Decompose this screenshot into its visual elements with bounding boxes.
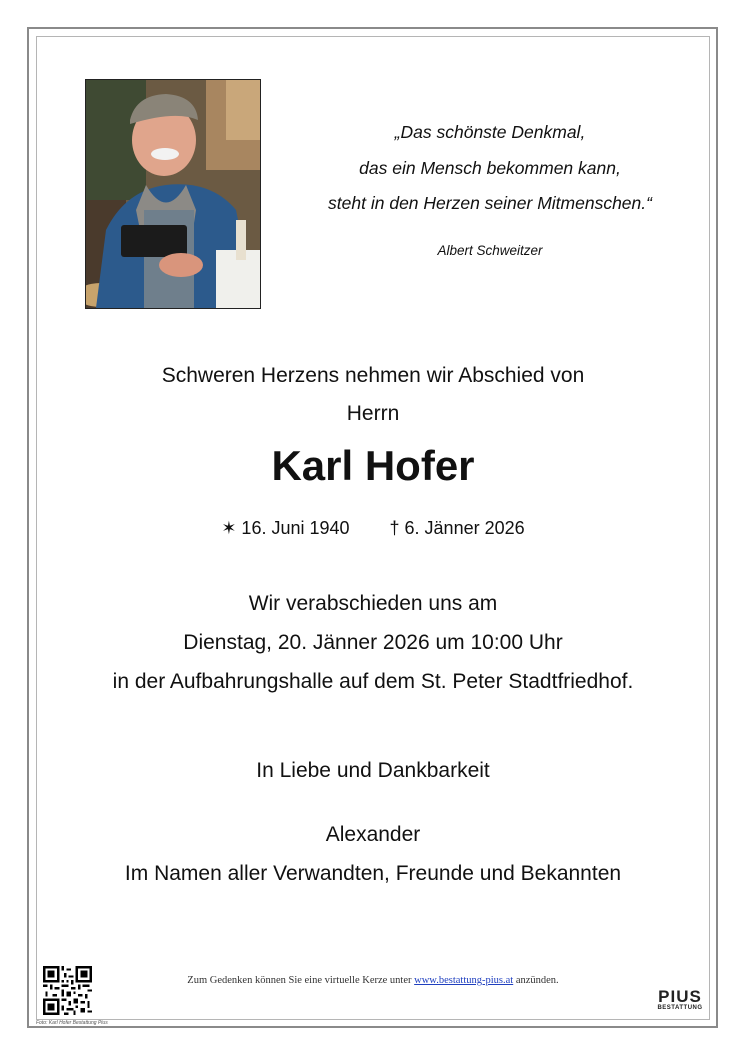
photo-credit: Foto: Karl Hofer Bestattung Pius bbox=[36, 1020, 108, 1026]
logo-main-text: PIUS bbox=[658, 987, 702, 1006]
logo-sub-text: BESTATTUNG bbox=[657, 1005, 703, 1011]
qr-code-icon[interactable] bbox=[43, 966, 92, 1015]
closing-text: In Liebe und Dankbarkeit bbox=[256, 759, 490, 782]
quote-line-3: steht in den Herzen seiner Mitmenschen.“ bbox=[328, 193, 652, 213]
farewell-line-3: in der Aufbahrungshalle auf dem St. Peter Stadtfriedhof. bbox=[112, 670, 634, 693]
life-dates: ✶ 16. Juni 1940 † 6. Jänner 2026 bbox=[221, 518, 525, 538]
quote-line-2: das ein Mensch bekommen kann, bbox=[359, 158, 621, 178]
portrait-photo bbox=[85, 79, 261, 309]
deceased-name: Karl Hofer bbox=[271, 442, 475, 489]
footer-text-after: anzünden. bbox=[513, 975, 559, 986]
signer-name: Alexander bbox=[325, 823, 421, 846]
quote-line-1: „Das schönste Denkmal, bbox=[394, 122, 586, 142]
pius-logo bbox=[654, 988, 706, 1012]
website-link[interactable]: www.bestattung-pius.at bbox=[414, 975, 514, 986]
salutation: Herrn bbox=[346, 402, 400, 425]
quote-author: Albert Schweitzer bbox=[437, 243, 543, 258]
footer-text-before: Zum Gedenken können Sie eine virtuelle Kerze unter bbox=[187, 975, 415, 986]
family-line: Im Namen aller Verwandten, Freunde und Bekannten bbox=[124, 862, 622, 885]
footer-text bbox=[40, 975, 706, 986]
farewell-line-1: Wir verabschieden uns am bbox=[248, 592, 498, 615]
intro-text: Schweren Herzens nehmen wir Abschied von bbox=[161, 364, 585, 387]
farewell-line-2: Dienstag, 20. Jänner 2026 um 10:00 Uhr bbox=[183, 631, 563, 654]
